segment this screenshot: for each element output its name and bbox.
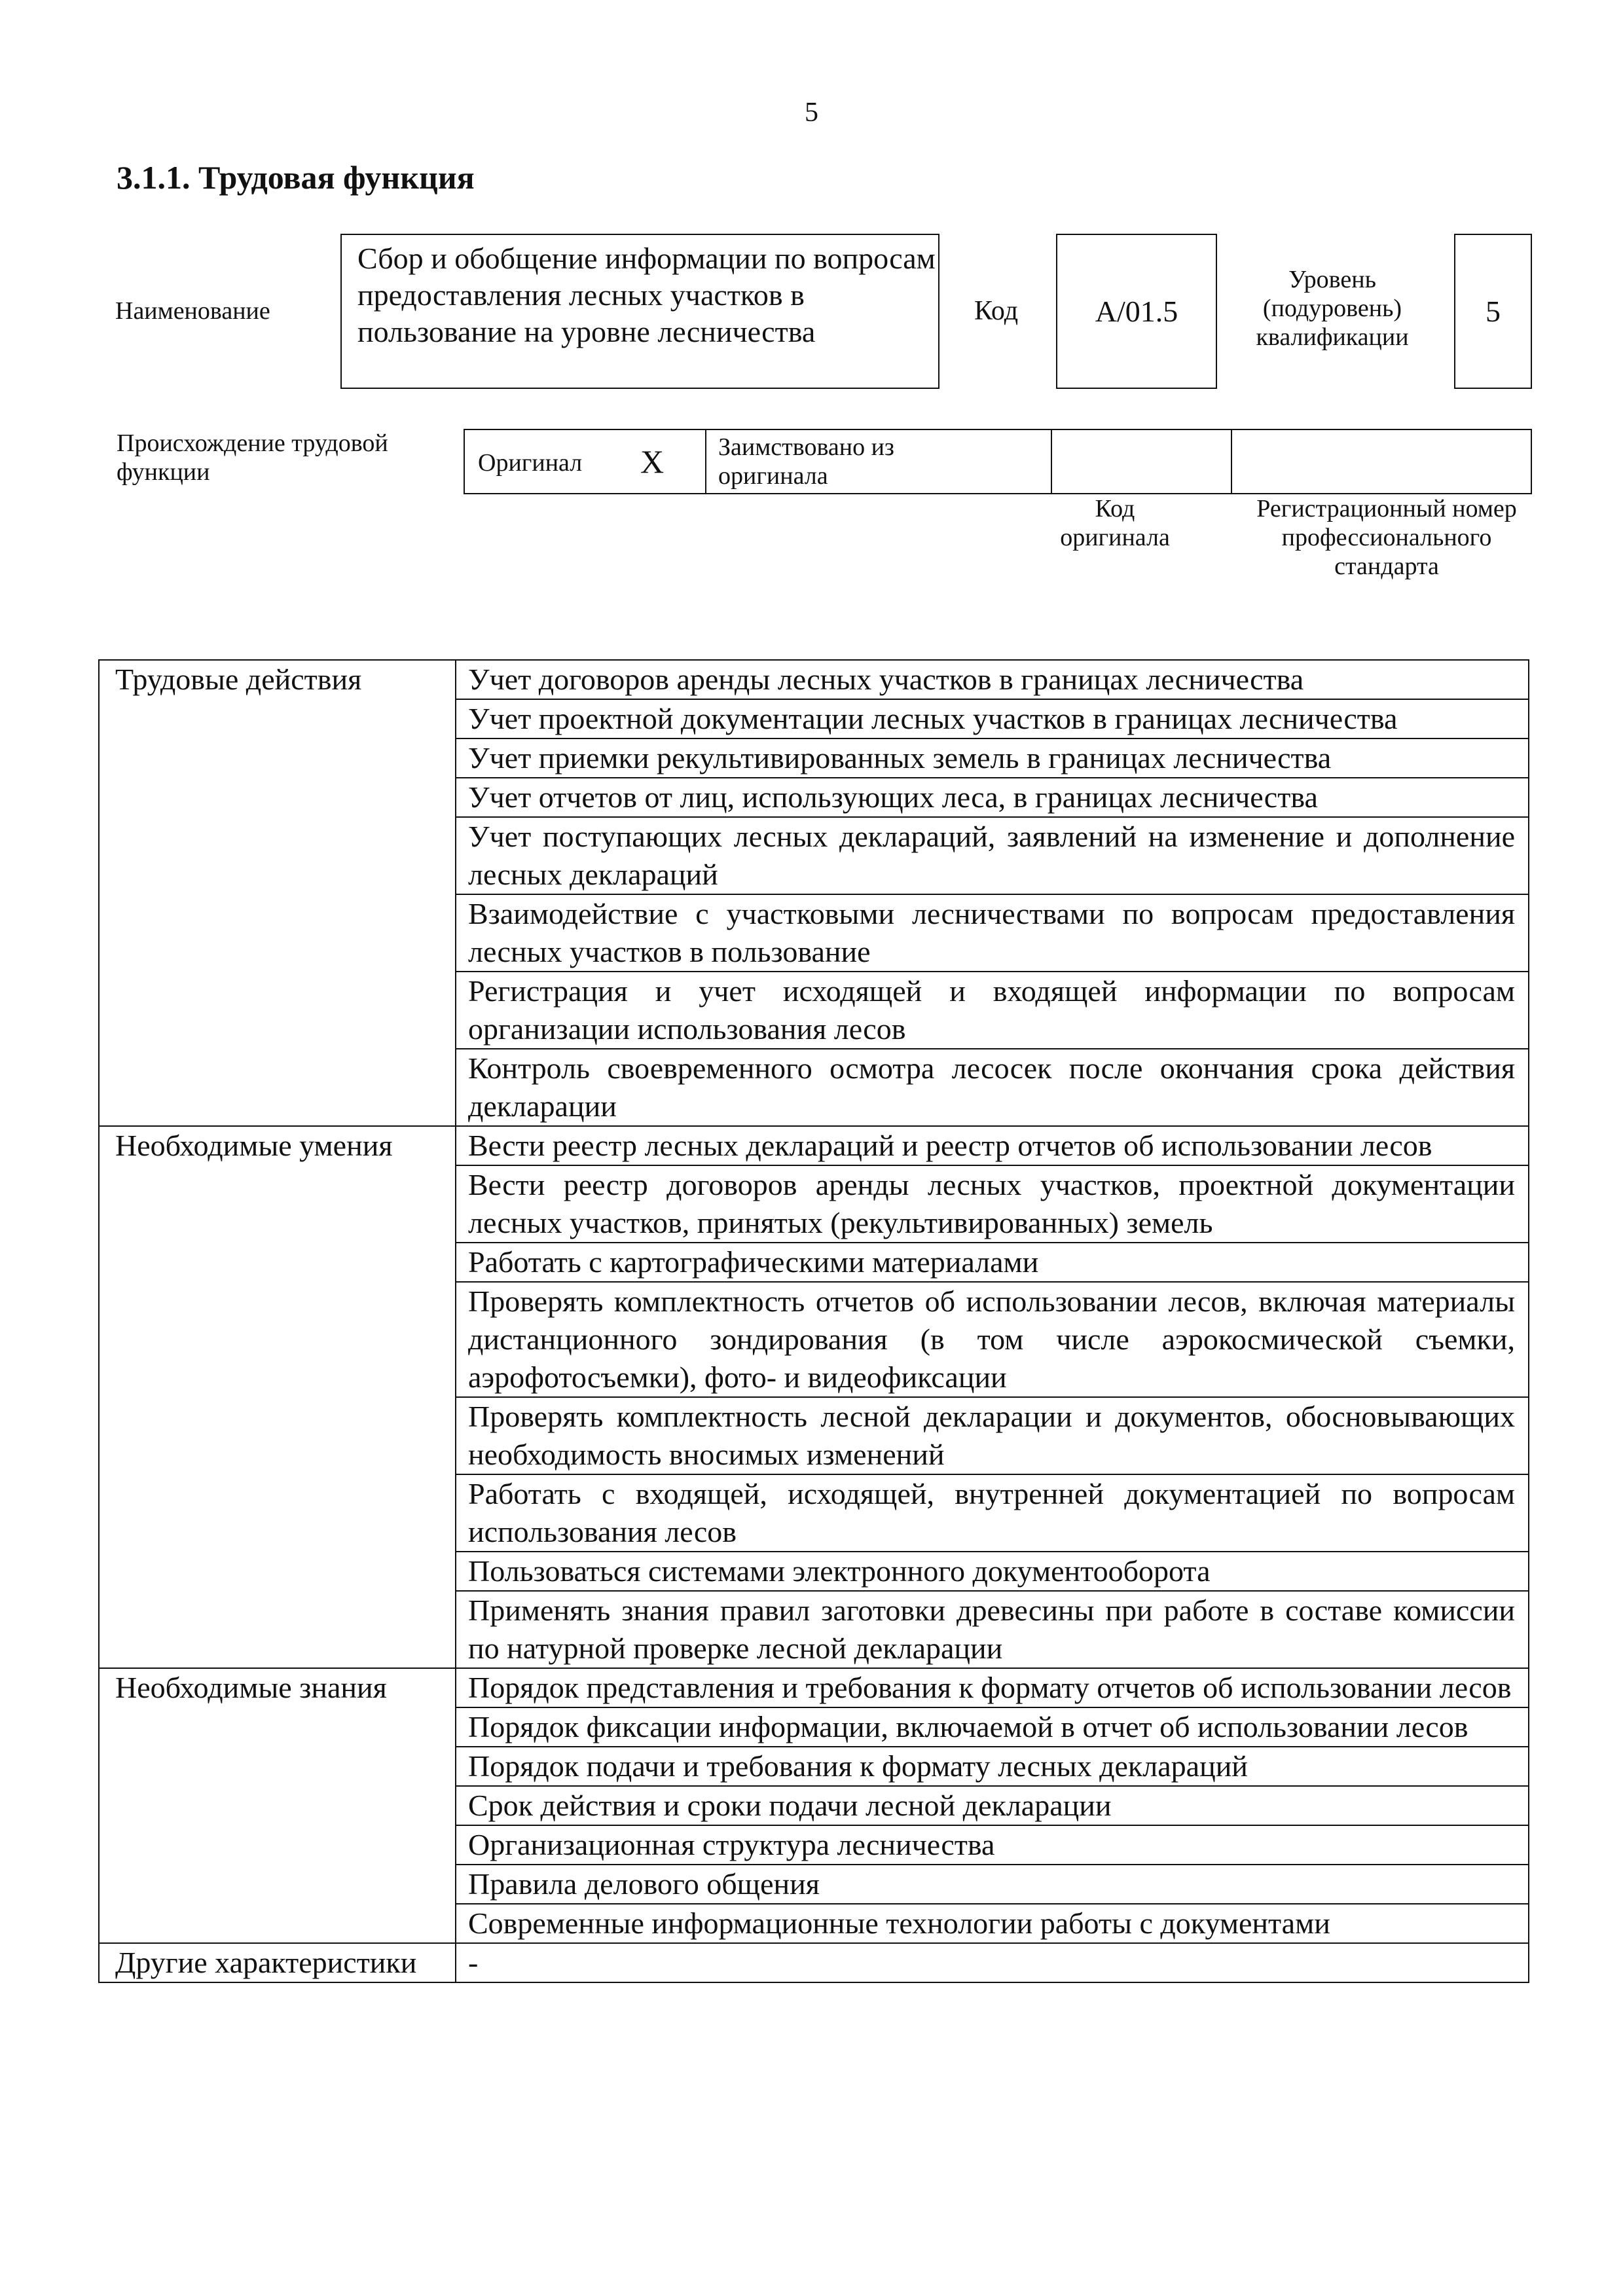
- name-label: Наименование: [115, 297, 270, 325]
- original-label: Оригинал: [478, 449, 583, 477]
- table-row: [99, 1126, 1529, 1165]
- item-cell: Проверять комплектность лесной декларации и документов, обосновывающих необходимость вносимых изменений: [456, 1397, 1529, 1474]
- borrowed-label: Заимствовано из оригинала: [718, 433, 894, 490]
- category-cell: Трудовые действия: [99, 660, 456, 1126]
- item-cell: Проверять комплектность отчетов об использовании лесов, включая материалы дистанционного зондирования (в том числе аэрокосмической съемки, аэрофотосъемки), фото- и видеофиксации: [456, 1282, 1529, 1397]
- item-cell: Учет проектной документации лесных участков в границах лесничества: [456, 699, 1529, 738]
- item-cell: Организационная структура лесничества: [456, 1825, 1529, 1865]
- item-cell: Порядок фиксации информации, включаемой в отчет об использовании лесов: [456, 1707, 1529, 1747]
- category-cell: Другие характеристики: [99, 1943, 456, 1982]
- page-number: 5: [805, 98, 818, 128]
- name-value: Сбор и обобщение информации по вопросам предоставления лесных участков в пользование на уровне лесничества: [340, 234, 939, 389]
- code-label: Код: [974, 296, 1019, 326]
- code-value: A/01.5: [1056, 234, 1217, 389]
- origin-block: [117, 429, 1531, 625]
- category-cell: Необходимые знания: [99, 1668, 456, 1943]
- item-cell: Современные информационные технологии работы с документами: [456, 1904, 1529, 1943]
- item-cell: Работать с входящей, исходящей, внутренней документацией по вопросам использования лесов: [456, 1474, 1529, 1552]
- function-header: [98, 234, 1532, 391]
- item-cell: Работать с картографическими материалами: [456, 1243, 1529, 1282]
- item-cell: Вести реестр лесных деклараций и реестр отчетов об использовании лесов: [456, 1126, 1529, 1165]
- item-cell: Взаимодействие с участковыми лесничествами по вопросам предоставления лесных участков в пользование: [456, 894, 1529, 972]
- original-mark: X: [640, 443, 665, 480]
- origin-row: [464, 429, 1532, 494]
- item-cell: Учет поступающих лесных деклараций, заявлений на изменение и дополнение лесных деклараций: [456, 817, 1529, 894]
- function-table: [98, 659, 1529, 1983]
- item-cell: Учет договоров аренды лесных участков в границах лесничества: [456, 660, 1529, 699]
- item-cell: Контроль своевременного осмотра лесосек после окончания срока действия декларации: [456, 1049, 1529, 1126]
- original-code-caption: Код оригинала: [1060, 495, 1170, 551]
- item-cell: Пользоваться системами электронного документооборота: [456, 1552, 1529, 1591]
- table-row: [99, 1668, 1529, 1707]
- item-cell: -: [456, 1943, 1529, 1982]
- item-cell: Учет отчетов от лиц, использующих леса, в границах лесничества: [456, 778, 1529, 817]
- item-cell: Правила делового общения: [456, 1865, 1529, 1904]
- category-cell: Необходимые умения: [99, 1126, 456, 1668]
- item-cell: Учет приемки рекультивированных земель в границах лесничества: [456, 738, 1529, 778]
- item-cell: Регистрация и учет исходящей и входящей информации по вопросам организации использования лесов: [456, 972, 1529, 1049]
- item-cell: Порядок представления и требования к формату отчетов об использовании лесов: [456, 1668, 1529, 1707]
- reg-number-caption: Регистрационный номер профессионального стандарта: [1256, 495, 1517, 580]
- item-cell: Вести реестр договоров аренды лесных участков, проектной документации лесных участков, принятых (рекультивированных) земель: [456, 1165, 1529, 1243]
- table-row: [99, 660, 1529, 699]
- item-cell: Применять знания правил заготовки древесины при работе в составе комиссии по натурной проверке лесной декларации: [456, 1591, 1529, 1668]
- item-cell: Порядок подачи и требования к формату лесных деклараций: [456, 1747, 1529, 1786]
- table-row: [99, 1943, 1529, 1982]
- level-value: 5: [1454, 234, 1532, 389]
- item-cell: Срок действия и сроки подачи лесной декларации: [456, 1786, 1529, 1825]
- section-heading: 3.1.1. Трудовая функция: [117, 159, 475, 196]
- level-label: Уровень (подуровень) квалификации: [1256, 266, 1409, 351]
- origin-label: Происхождение трудовой функции: [117, 429, 388, 486]
